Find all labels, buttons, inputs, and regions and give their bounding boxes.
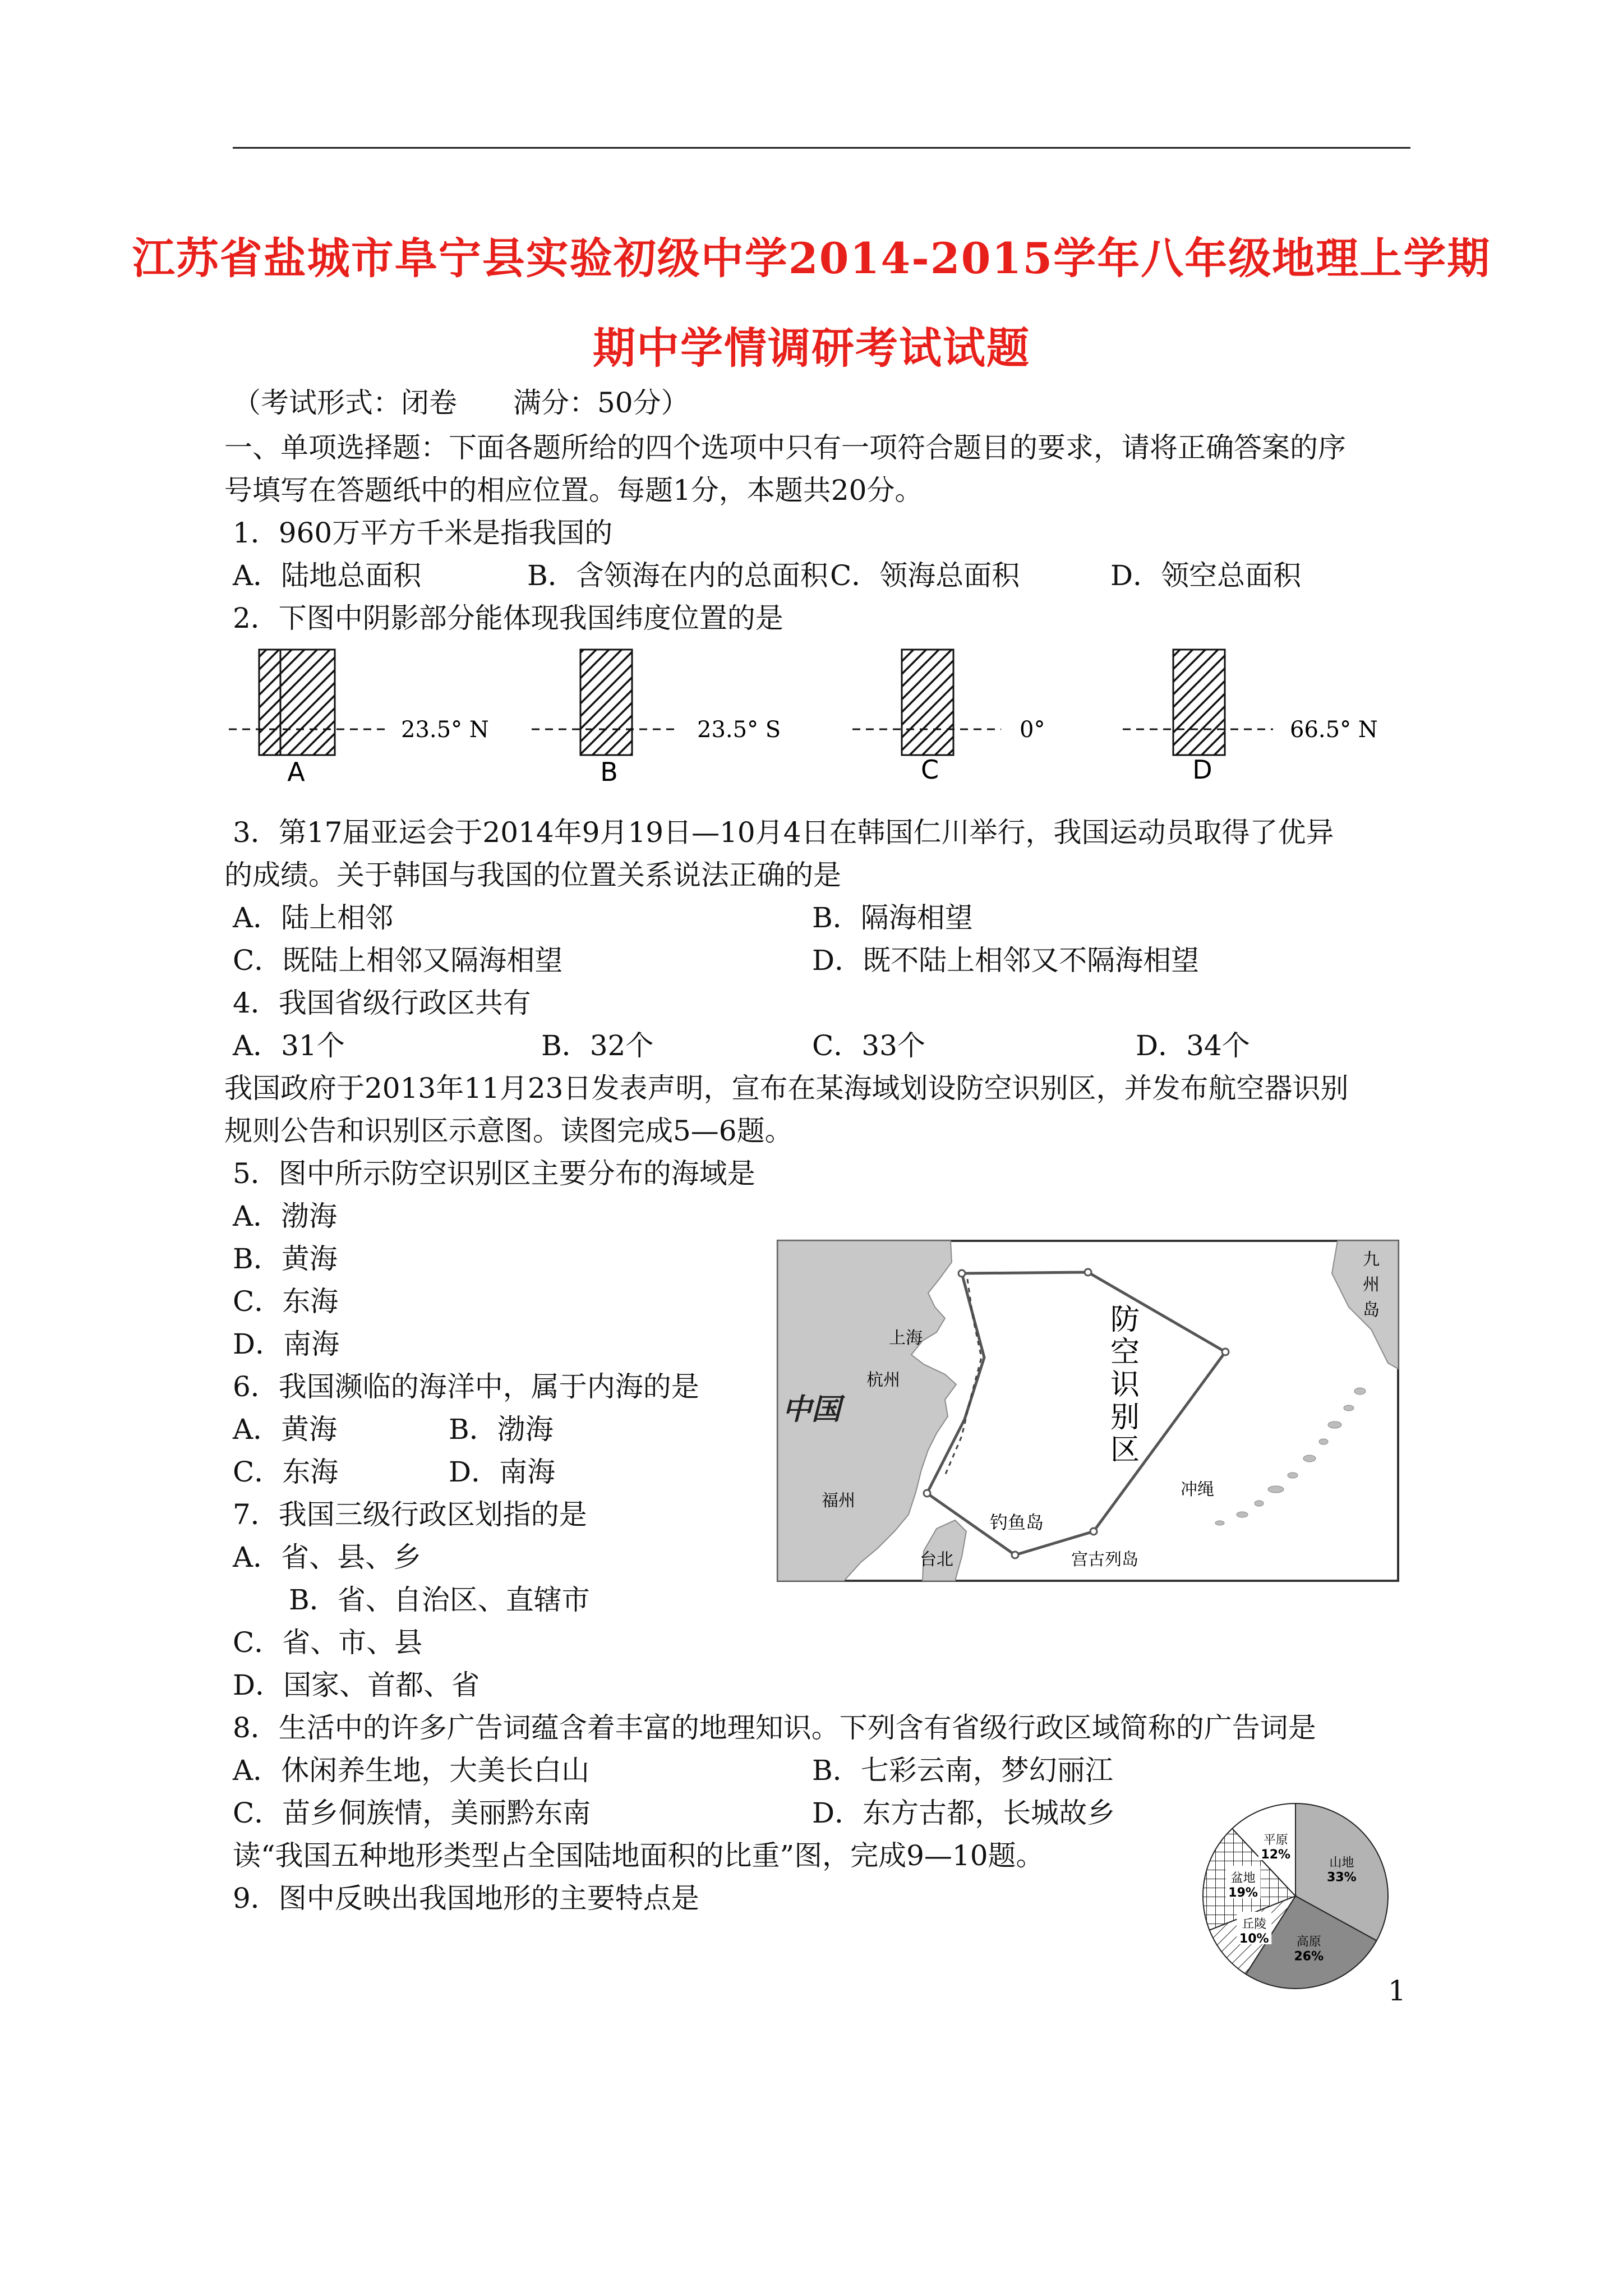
q1-stem: 1．960万平方千米是指我国的 — [233, 517, 613, 549]
latitude-figures — [224, 639, 1430, 797]
q3-option-a: A．陆上相邻 — [233, 901, 394, 934]
pie-label-value-3: 19% — [1228, 1886, 1258, 1901]
figure-c-letter: C — [920, 754, 939, 785]
figure-b-shaded-band — [580, 650, 632, 755]
q3-option-b: B．隔海相望 — [812, 901, 973, 934]
q4-option-c: C．33个 — [812, 1029, 925, 1062]
exam-info: （考试形式：闭卷 满分：50分） — [233, 386, 689, 419]
title-line-1: 江苏省盐城市阜宁县实验初级中学2014-2015学年八年级地理上学期 — [132, 233, 1491, 283]
pie-label-name-3: 盆地 — [1230, 1871, 1256, 1886]
q3-option-d: D．既不陆上相邻又不隔海相望 — [812, 944, 1200, 977]
figure-a — [229, 650, 489, 787]
miyako-label: 宫古列岛 — [1071, 1550, 1138, 1570]
q5-option-b: B．黄海 — [233, 1243, 338, 1275]
pie-label-name-2: 丘陵 — [1242, 1917, 1267, 1932]
pie-label-name-0: 山地 — [1329, 1856, 1354, 1870]
q7-option-b: B．省、自治区、直辖市 — [289, 1584, 590, 1616]
kyushu-label-2: 州 — [1363, 1275, 1380, 1295]
q5-option-c: C．东海 — [233, 1285, 339, 1318]
page-number: 1 — [1388, 1975, 1406, 2007]
zone-label-char-1: 防 — [1110, 1303, 1140, 1337]
q8-option-b: B．七彩云南，梦幻丽江 — [812, 1754, 1113, 1787]
intro-9-10: 读“我国五种地形类型占全国陆地面积的比重”图，完成9—10题。 — [233, 1839, 1044, 1872]
fuzhou-label: 福州 — [822, 1491, 855, 1511]
q7-option-a: A．省、县、乡 — [233, 1541, 422, 1573]
q5-stem: 5．图中所示防空识别区主要分布的海域是 — [233, 1157, 755, 1190]
figure-b-letter: B — [600, 757, 618, 787]
figure-d-latitude-label: 66.5° N — [1290, 717, 1378, 743]
q8-option-a: A．休闲养生地，大美长白山 — [233, 1754, 590, 1787]
shanghai-label: 上海 — [889, 1328, 923, 1348]
figure-d-letter: D — [1192, 754, 1212, 785]
intro-5-6-line-1: 我国政府于2013年11月23日发表声明，宣布在某海域划设防空识别区，并发布航空器识别 — [224, 1072, 1349, 1105]
q3-option-c: C．既陆上相邻又隔海相望 — [233, 944, 563, 977]
figure-b — [532, 650, 781, 787]
zone-label-char-5: 区 — [1110, 1433, 1140, 1467]
q9-stem: 9．图中反映出我国地形的主要特点是 — [233, 1882, 699, 1915]
q7-option-d: D．国家、首都、省 — [233, 1669, 480, 1701]
q1-option-c: C．领海总面积 — [830, 559, 1020, 592]
q8-stem: 8．生活中的许多广告词蕴含着丰富的地理知识。下列含有省级行政区域简称的广告词是 — [233, 1711, 1316, 1744]
q8-option-d: D．东方古都，长城故乡 — [812, 1797, 1115, 1829]
figure-c — [852, 650, 1045, 785]
pie-label-value-0: 33% — [1327, 1870, 1357, 1885]
okinawa-label: 冲绳 — [1181, 1480, 1214, 1499]
q1-option-a: A．陆地总面积 — [233, 559, 422, 592]
q8-option-c: C．苗乡侗族情，美丽黔东南 — [233, 1797, 591, 1829]
q4-option-b: B．32个 — [541, 1029, 654, 1062]
figure-c-latitude-label: 0° — [1020, 717, 1045, 743]
q1-option-d: D．领空总面积 — [1110, 559, 1302, 592]
pie-label-value-1: 26% — [1294, 1949, 1324, 1964]
q1-option-b: B．含领海在内的总面积 — [527, 559, 828, 592]
zone-label-char-2: 空 — [1110, 1336, 1140, 1369]
air-defense-zone-map — [777, 1240, 1399, 1582]
figure-b-latitude-label: 23.5° S — [697, 717, 781, 743]
q7-option-c: C．省、市、县 — [233, 1626, 423, 1659]
q6-option-c: C．东海 — [233, 1456, 339, 1488]
pie-label-name-4: 平原 — [1263, 1833, 1288, 1848]
q4-option-a: A．31个 — [233, 1029, 345, 1062]
landform-pie-chart — [1197, 1798, 1394, 1994]
kyushu-label-1: 九 — [1363, 1250, 1380, 1269]
title-line-2: 期中学情调研考试试题 — [593, 323, 1030, 373]
header-rule — [233, 147, 1410, 149]
pie-label-value-2: 10% — [1239, 1932, 1269, 1947]
figure-d — [1123, 650, 1378, 785]
figure-a-shaded-band — [259, 650, 335, 755]
intro-5-6-line-2: 规则公告和识别区示意图。读图完成5—6题。 — [224, 1115, 793, 1147]
figure-a-letter: A — [287, 757, 305, 787]
q7-stem: 7．我国三级行政区划指的是 — [233, 1498, 587, 1531]
q6-option-d: D．南海 — [449, 1456, 556, 1488]
figure-d-shaded-band — [1173, 650, 1225, 755]
q5-option-a: A．渤海 — [233, 1200, 338, 1232]
zone-label-char-4: 别 — [1110, 1401, 1140, 1434]
q5-option-d: D．南海 — [233, 1328, 340, 1360]
q6-option-b: B．渤海 — [449, 1413, 554, 1446]
china-label: 中国 — [782, 1393, 841, 1427]
taibei-label: 台北 — [920, 1550, 953, 1570]
kyushu-label-3: 岛 — [1363, 1300, 1380, 1320]
figure-a-latitude-label: 23.5° N — [401, 717, 489, 743]
figure-c-shaded-band — [902, 650, 953, 755]
q3-stem-2: 的成绩。关于韩国与我国的位置关系说法正确的是 — [224, 859, 841, 891]
q3-stem-1: 3．第17届亚运会于2014年9月19日—10月4日在韩国仁川举行，我国运动员取得了优异 — [233, 816, 1334, 849]
q6-option-a: A．黄海 — [233, 1413, 338, 1446]
pie-label-value-4: 12% — [1261, 1848, 1291, 1862]
section-instructions-1: 一、单项选择题：下面各题所给的四个选项中只有一项符合题目的要求，请将正确答案的序 — [224, 431, 1346, 464]
q6-stem: 6．我国濒临的海洋中，属于内海的是 — [233, 1370, 699, 1403]
diaoyu-label: 钓鱼岛 — [990, 1512, 1044, 1533]
q2-stem: 2．下图中阴影部分能体现我国纬度位置的是 — [233, 602, 783, 634]
pie-label-name-1: 高原 — [1296, 1935, 1321, 1949]
hangzhou-label: 杭州 — [866, 1370, 900, 1390]
q4-option-d: D．34个 — [1136, 1029, 1250, 1062]
q4-stem: 4．我国省级行政区共有 — [233, 987, 531, 1019]
section-instructions-2: 号填写在答题纸中的相应位置。每题1分，本题共20分。 — [224, 474, 923, 507]
zone-label-char-3: 识 — [1110, 1368, 1140, 1402]
